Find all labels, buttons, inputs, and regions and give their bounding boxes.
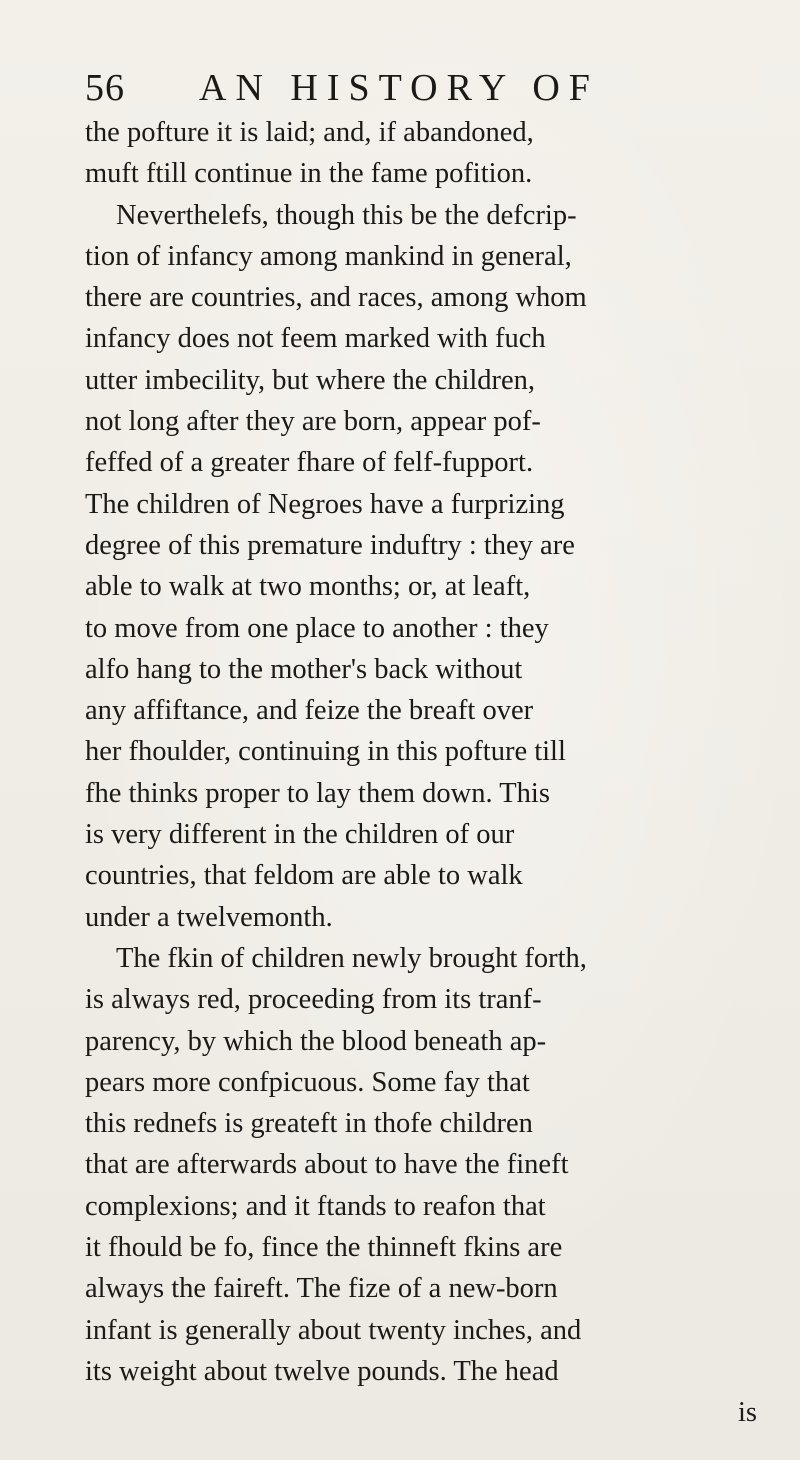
text-line: countries, that feldom are able to walk <box>85 860 523 892</box>
text-line: any affiftance, and feize the breaft over <box>85 695 534 727</box>
text-line: that are afterwards about to have the fineft <box>85 1149 569 1181</box>
text-line: is always red, proceeding from its tranf- <box>85 984 542 1016</box>
running-title: AN HISTORY OF <box>199 67 599 109</box>
text-line: degree of this premature induftry : they are <box>85 529 575 561</box>
text-line: complexions; and it ftands to reafon that <box>85 1190 546 1222</box>
text-line: fhe thinks proper to lay them down. This <box>85 777 550 809</box>
text-line: to move from one place to another : they <box>85 612 549 644</box>
text-line: always the faireft. The fize of a new-born <box>85 1273 558 1305</box>
text-line: under a twelvemonth. <box>85 901 333 933</box>
text-line: infancy does not feem marked with fuch <box>85 323 546 355</box>
catchword: is <box>737 1397 757 1429</box>
text-line: alfo hang to the mother's back without <box>85 653 523 685</box>
text-line: its weight about twelve pounds. The head <box>85 1355 559 1387</box>
text-line: The fkin of children newly brought forth, <box>116 942 587 974</box>
text-line: tion of infancy among mankind in general, <box>85 240 572 272</box>
text-line: The children of Negroes have a furprizing <box>85 488 565 520</box>
text-line: is very different in the children of our <box>85 819 515 851</box>
text-line: muft ftill continue in the fame pofition. <box>85 158 533 190</box>
text-line: able to walk at two months; or, at leaft, <box>85 571 531 603</box>
text-line: this rednefs is greateft in thofe children <box>85 1108 533 1140</box>
running-head <box>85 66 725 112</box>
text-line: her fhoulder, continuing in this pofture till <box>85 736 566 768</box>
text-line: feffed of a greater fhare of felf-fupport. <box>85 447 534 479</box>
text-line: utter imbecility, but where the children, <box>85 364 536 396</box>
text-line: infant is generally about twenty inches, and <box>85 1314 582 1346</box>
text-line: parency, by which the blood beneath ap- <box>85 1025 547 1057</box>
text-line: Neverthelefs, though this be the defcrip- <box>116 199 577 231</box>
body-text <box>85 112 785 1434</box>
text-line: not long after they are born, appear pof- <box>85 406 541 438</box>
text-line: there are countries, and races, among whom <box>85 282 587 314</box>
page-number: 56 <box>85 67 125 109</box>
text-line: pears more confpicuous. Some fay that <box>85 1066 530 1098</box>
text-line: it fhould be fo, fince the thinneft fkins are <box>85 1232 563 1264</box>
text-line: the pofture it is laid; and, if abandoned, <box>85 117 534 148</box>
